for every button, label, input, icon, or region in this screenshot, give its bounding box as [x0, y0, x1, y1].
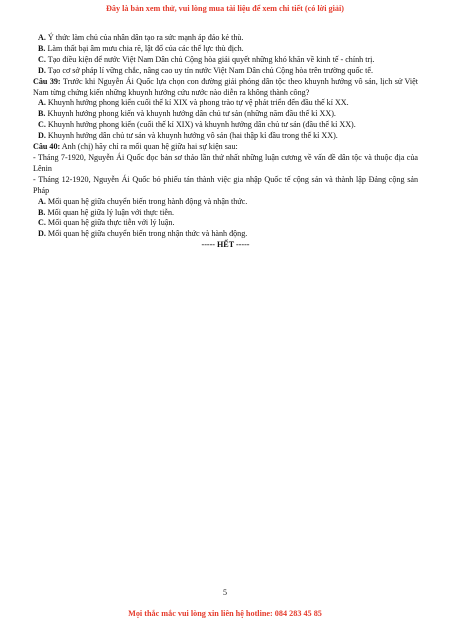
- option-text: Tạo điều kiện để nước Việt Nam Dân chủ Cộng hòa giải quyết những khó khăn về kinh tế - chính trị.: [47, 54, 375, 64]
- option-text: Khuynh hướng phong kiến (cuối thế kỉ XIX) và khuynh hướng dân chủ tư sản (đầu thế kỉ XX).: [47, 120, 356, 130]
- option-text: Tạo cơ sở pháp lí vững chắc, nâng cao uy tín nước Việt Nam Dân chủ Cộng hòa trên trường quốc tế.: [47, 65, 373, 75]
- answer-option-b: [33, 44, 418, 55]
- document-body: [33, 33, 418, 251]
- answer-option-a: [33, 33, 418, 44]
- end-marker: ----- HẾT -----: [201, 240, 250, 250]
- option-text: Mối quan hệ giữa chuyển biến trong hành động và nhận thức.: [47, 196, 248, 206]
- answer-option-c: [33, 120, 418, 131]
- event-line: - Tháng 7-1920, Nguyễn Ái Quốc đọc bản sơ thảo lần thứ nhất những luận cương về vấn đề dân tộc và thuộc địa của Lênin: [33, 152, 418, 173]
- option-letter: D.: [38, 131, 46, 141]
- answer-option-a: [33, 98, 418, 109]
- option-text: Mối quan hệ giữa chuyển biến trong nhận thức và hành động.: [47, 229, 248, 239]
- answer-option-b: [33, 208, 418, 219]
- answer-option-a: [33, 197, 418, 208]
- option-text: Khuynh hướng phong kiến và khuynh hướng dân chủ tư sản (những năm đầu thế kỉ XX).: [47, 109, 336, 119]
- option-letter: B.: [38, 109, 46, 119]
- question-label: Câu 40:: [33, 142, 61, 152]
- option-letter: D.: [38, 229, 46, 239]
- event-line: - Tháng 12-1920, Nguyễn Ái Quốc bỏ phiếu tán thành việc gia nhập Quốc tế cộng sản và thành lập Đảng cộng sản Pháp: [33, 174, 418, 195]
- answer-option-b: [33, 109, 418, 120]
- question-text: Anh (chị) hãy chỉ ra mối quan hệ giữa hai sự kiện sau:: [61, 142, 238, 152]
- option-letter: C.: [38, 218, 46, 228]
- option-letter: D.: [38, 65, 46, 75]
- answer-option-c: [33, 55, 418, 66]
- option-letter: A.: [38, 196, 46, 206]
- option-text: Khuynh hướng phong kiến cuối thế kỉ XIX và phong trào tự vệ phát triển đến đầu thế kỉ XX.: [47, 98, 349, 108]
- question-label: Câu 39:: [33, 76, 61, 86]
- option-letter: A.: [38, 33, 46, 42]
- option-letter: C.: [38, 120, 46, 130]
- page-number: 5: [223, 588, 227, 597]
- preview-banner: Đây là bản xem thử, vui lòng mua tài liệu để xem chi tiết (có lời giải): [105, 4, 344, 13]
- option-text: Mối quan hệ giữa lý luận với thực tiễn.: [47, 207, 175, 217]
- question-40: [33, 142, 418, 153]
- answer-option-d: [33, 66, 418, 77]
- option-letter: C.: [38, 54, 46, 64]
- answer-option-d: [33, 229, 418, 240]
- question-text: Trước khi Nguyễn Ái Quốc lựa chọn con đường giải phóng dân tộc theo khuynh hướng vô sản, lịch sử Việt Nam từng chứng kiến những khuynh hướng cứu nước nào diễn ra không thành công?: [33, 76, 418, 97]
- answer-option-c: [33, 218, 418, 229]
- option-text: Làm thất bại âm mưu chia rẽ, lật đổ của các thế lực thù địch.: [47, 43, 244, 53]
- option-text: Mối quan hệ giữa thực tiễn với lý luận.: [47, 218, 175, 228]
- option-text: Khuynh hướng dân chủ tư sản và khuynh hướng vô sản (hai thập kỉ đầu trong thế kỉ XX).: [47, 131, 338, 141]
- option-letter: B.: [38, 43, 46, 53]
- hotline-banner: Mọi thắc mắc vui lòng xin liên hệ hotline: 084 283 45 85: [128, 609, 322, 618]
- answer-option-d: [33, 131, 418, 142]
- option-letter: A.: [38, 98, 46, 108]
- option-letter: B.: [38, 207, 46, 217]
- option-text: Ý thức làm chủ của nhân dân tạo ra sức mạnh áp đảo kẻ thù.: [47, 33, 244, 42]
- question-39: [33, 77, 418, 99]
